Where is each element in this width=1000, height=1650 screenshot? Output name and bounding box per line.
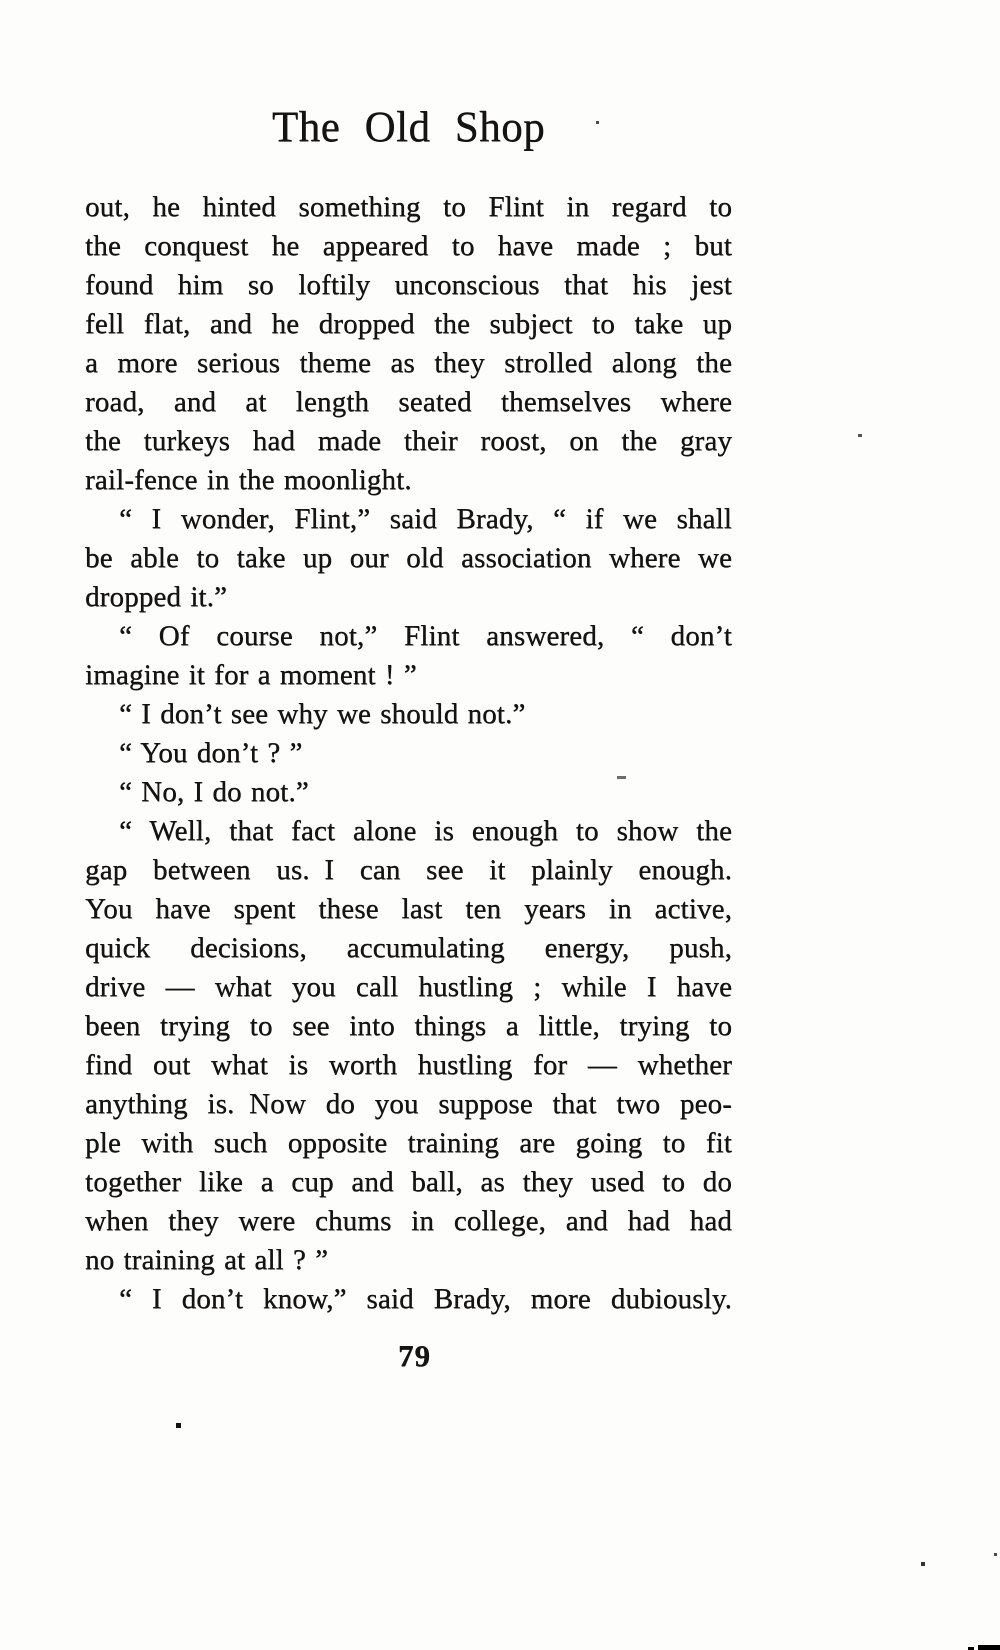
text-line: together like a cup and ball, as they used to do	[85, 1166, 732, 1198]
text-line: the turkeys had made their roost, on the gray	[85, 425, 732, 457]
paragraph	[85, 773, 732, 812]
paragraph	[85, 734, 732, 773]
text-line: out, he hinted something to Flint in regard to	[85, 191, 732, 223]
text-line: find out what is worth hustling for — whether	[85, 1049, 732, 1081]
text-line: drive — what you call hustling ; while I have	[85, 971, 732, 1003]
scan-artifact-dot	[596, 121, 599, 124]
text-line: no training at all ? ”	[85, 1244, 329, 1276]
text-line: “ No, I do not.”	[119, 776, 309, 808]
text-line: fell flat, and he dropped the subject to take up	[85, 308, 732, 340]
scan-artifact-dot	[921, 1562, 925, 1566]
page-number: 79	[398, 1338, 431, 1373]
text-line: been trying to see into things a little, trying to	[85, 1010, 732, 1042]
text-line: when they were chums in college, and had had	[85, 1205, 732, 1237]
text-line: gap between us. I can see it plainly enough.	[85, 854, 732, 886]
text-line: rail-fence in the moonlight.	[85, 464, 412, 496]
paragraph	[85, 188, 732, 500]
text-line: “ You don’t ? ”	[119, 737, 303, 769]
scan-artifact-dot	[858, 434, 862, 437]
text-line: found him so loftily unconscious that his jest	[85, 269, 732, 301]
body-text	[85, 188, 732, 1319]
text-line: dropped it.”	[85, 581, 228, 613]
paragraph	[85, 500, 732, 617]
scan-artifact-dot	[994, 1553, 997, 1556]
text-line: You have spent these last ten years in active,	[85, 893, 732, 925]
text-line: “ I don’t see why we should not.”	[119, 698, 526, 730]
text-line: ple with such opposite training are going to fit	[85, 1127, 732, 1159]
text-line: road, and at length seated themselves where	[85, 386, 732, 418]
text-line: “ I don’t know,” said Brady, more dubiously.	[119, 1283, 732, 1315]
text-line: quick decisions, accumulating energy, push,	[85, 932, 732, 964]
paragraph	[85, 1280, 732, 1319]
paragraph	[85, 695, 732, 734]
text-line: “ I wonder, Flint,” said Brady, “ if we shall	[119, 503, 732, 535]
text-line: be able to take up our old association where we	[85, 542, 732, 574]
text-line: the conquest he appeared to have made ; but	[85, 230, 732, 262]
scan-artifact-dot	[176, 1423, 181, 1428]
text-line: “ Well, that fact alone is enough to show the	[119, 815, 732, 847]
text-line: a more serious theme as they strolled along the	[85, 347, 732, 379]
text-line: imagine it for a moment ! ”	[85, 659, 417, 691]
page-title: The Old Shop	[271, 104, 546, 151]
paragraph	[85, 617, 732, 695]
paragraph	[85, 812, 732, 1280]
scan-artifact-dash	[617, 776, 626, 779]
scan-artifact-smudge	[978, 1645, 1000, 1650]
text-line: anything is. Now do you suppose that two peo-	[85, 1088, 732, 1120]
text-line: “ Of course not,” Flint answered, “ don’t	[119, 620, 732, 652]
